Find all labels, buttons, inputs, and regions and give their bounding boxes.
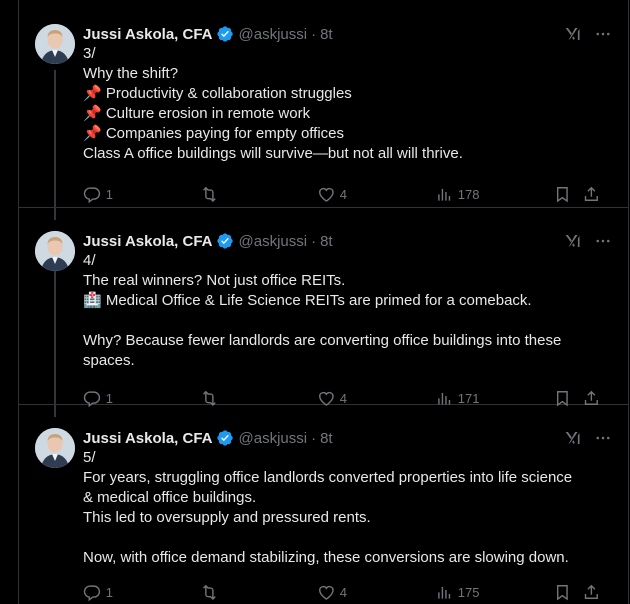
share-icon (582, 583, 601, 602)
views-icon (435, 583, 454, 602)
avatar-photo (35, 24, 75, 64)
avatar[interactable] (35, 231, 75, 271)
views-icon (435, 185, 454, 204)
share-icon (582, 185, 601, 204)
tweet-text (83, 251, 612, 371)
bookmark-button[interactable] (553, 582, 572, 602)
tweet-header (83, 24, 333, 44)
author-handle[interactable]: @askjussi (238, 429, 308, 447)
tweet-text-line: 4/ (83, 252, 96, 269)
tweet-actions (83, 582, 612, 602)
tweet-text-line: Why? Because fewer landlords are converting office buildings into these (83, 332, 562, 349)
views-button[interactable] (435, 582, 479, 602)
grok-icon[interactable] (564, 25, 582, 43)
reply-count: 1 (105, 186, 113, 202)
tweet[interactable] (19, 207, 628, 404)
like-button[interactable] (317, 582, 347, 602)
like-icon (317, 583, 336, 602)
author-handle[interactable]: @askjussi (238, 25, 308, 43)
timeline-right-border (628, 0, 629, 604)
verified-badge-icon (216, 25, 234, 43)
retweet-icon (200, 185, 219, 204)
tweet-header (83, 231, 333, 251)
avatar[interactable] (35, 24, 75, 64)
retweet-button[interactable] (200, 184, 223, 204)
grok-icon[interactable] (564, 232, 582, 250)
view-count: 171 (457, 390, 480, 406)
like-count: 4 (339, 390, 347, 406)
bookmark-button[interactable] (553, 184, 572, 204)
more-icon[interactable] (594, 429, 612, 447)
reply-icon (83, 185, 102, 204)
retweet-icon (200, 583, 219, 602)
tweet-text-line: spaces. (83, 352, 135, 369)
reply-button[interactable] (83, 184, 113, 204)
tweet[interactable] (19, 404, 628, 604)
tweet-text-line: Why the shift? (83, 65, 179, 82)
tweet-text-line: 🏥 Medical Office & Life Science REITs are primed for a comeback. (83, 292, 532, 309)
avatar[interactable] (35, 428, 75, 468)
reply-count: 1 (105, 390, 113, 406)
tweet-text-line (83, 528, 612, 548)
verified-badge-icon (216, 232, 234, 250)
like-count: 4 (339, 584, 347, 600)
tweet-actions (83, 184, 612, 204)
share-button[interactable] (582, 582, 601, 602)
view-count: 175 (457, 584, 480, 600)
share-button[interactable] (582, 184, 601, 204)
tweet-text-line: 📌 Companies paying for empty offices (83, 125, 345, 142)
tweet-text-line: The real winners? Not just office REITs. (83, 272, 346, 289)
like-count: 4 (339, 186, 347, 202)
view-count: 178 (457, 186, 480, 202)
like-icon (317, 185, 336, 204)
reply-icon (83, 583, 102, 602)
tweet-text (83, 448, 612, 568)
tweet-text-line (83, 311, 612, 331)
separator-dot: · (311, 232, 317, 250)
more-icon[interactable] (594, 25, 612, 43)
author-name[interactable]: Jussi Askola, CFA (83, 25, 213, 43)
grok-icon[interactable] (564, 429, 582, 447)
tweet-text-line: & medical office buildings. (83, 489, 257, 506)
verified-badge-icon (216, 429, 234, 447)
tweet-text-line: For years, struggling office landlords converted properties into life science (83, 469, 573, 486)
bookmark-icon (553, 185, 572, 204)
tweet[interactable] (19, 0, 628, 207)
separator-dot: · (311, 25, 317, 43)
retweet-button[interactable] (200, 582, 223, 602)
tweet-text-line: 📌 Culture erosion in remote work (83, 105, 311, 122)
tweet-text (83, 44, 612, 164)
bookmark-icon (553, 583, 572, 602)
tweet-timestamp[interactable]: 8t (320, 232, 333, 250)
tweet-text-line: Class A office buildings will survive—but not all will thrive. (83, 145, 463, 162)
tweet-text-line: 3/ (83, 45, 96, 62)
author-name[interactable]: Jussi Askola, CFA (83, 429, 213, 447)
tweet-timestamp[interactable]: 8t (320, 429, 333, 447)
like-button[interactable] (317, 184, 347, 204)
tweet-timestamp[interactable]: 8t (320, 25, 333, 43)
more-icon[interactable] (594, 232, 612, 250)
author-handle[interactable]: @askjussi (238, 232, 308, 250)
separator-dot: · (311, 429, 317, 447)
tweet-text-line: This led to oversupply and pressured rents. (83, 509, 371, 526)
tweet-header (83, 428, 333, 448)
tweet-text-line: 📌 Productivity & collaboration struggles (83, 85, 352, 102)
reply-count: 1 (105, 584, 113, 600)
reply-button[interactable] (83, 582, 113, 602)
avatar-photo (35, 231, 75, 271)
author-name[interactable]: Jussi Askola, CFA (83, 232, 213, 250)
tweet-text-line: Now, with office demand stabilizing, these conversions are slowing down. (83, 549, 569, 566)
avatar-photo (35, 428, 75, 468)
tweet-text-line: 5/ (83, 449, 96, 466)
views-button[interactable] (435, 184, 479, 204)
